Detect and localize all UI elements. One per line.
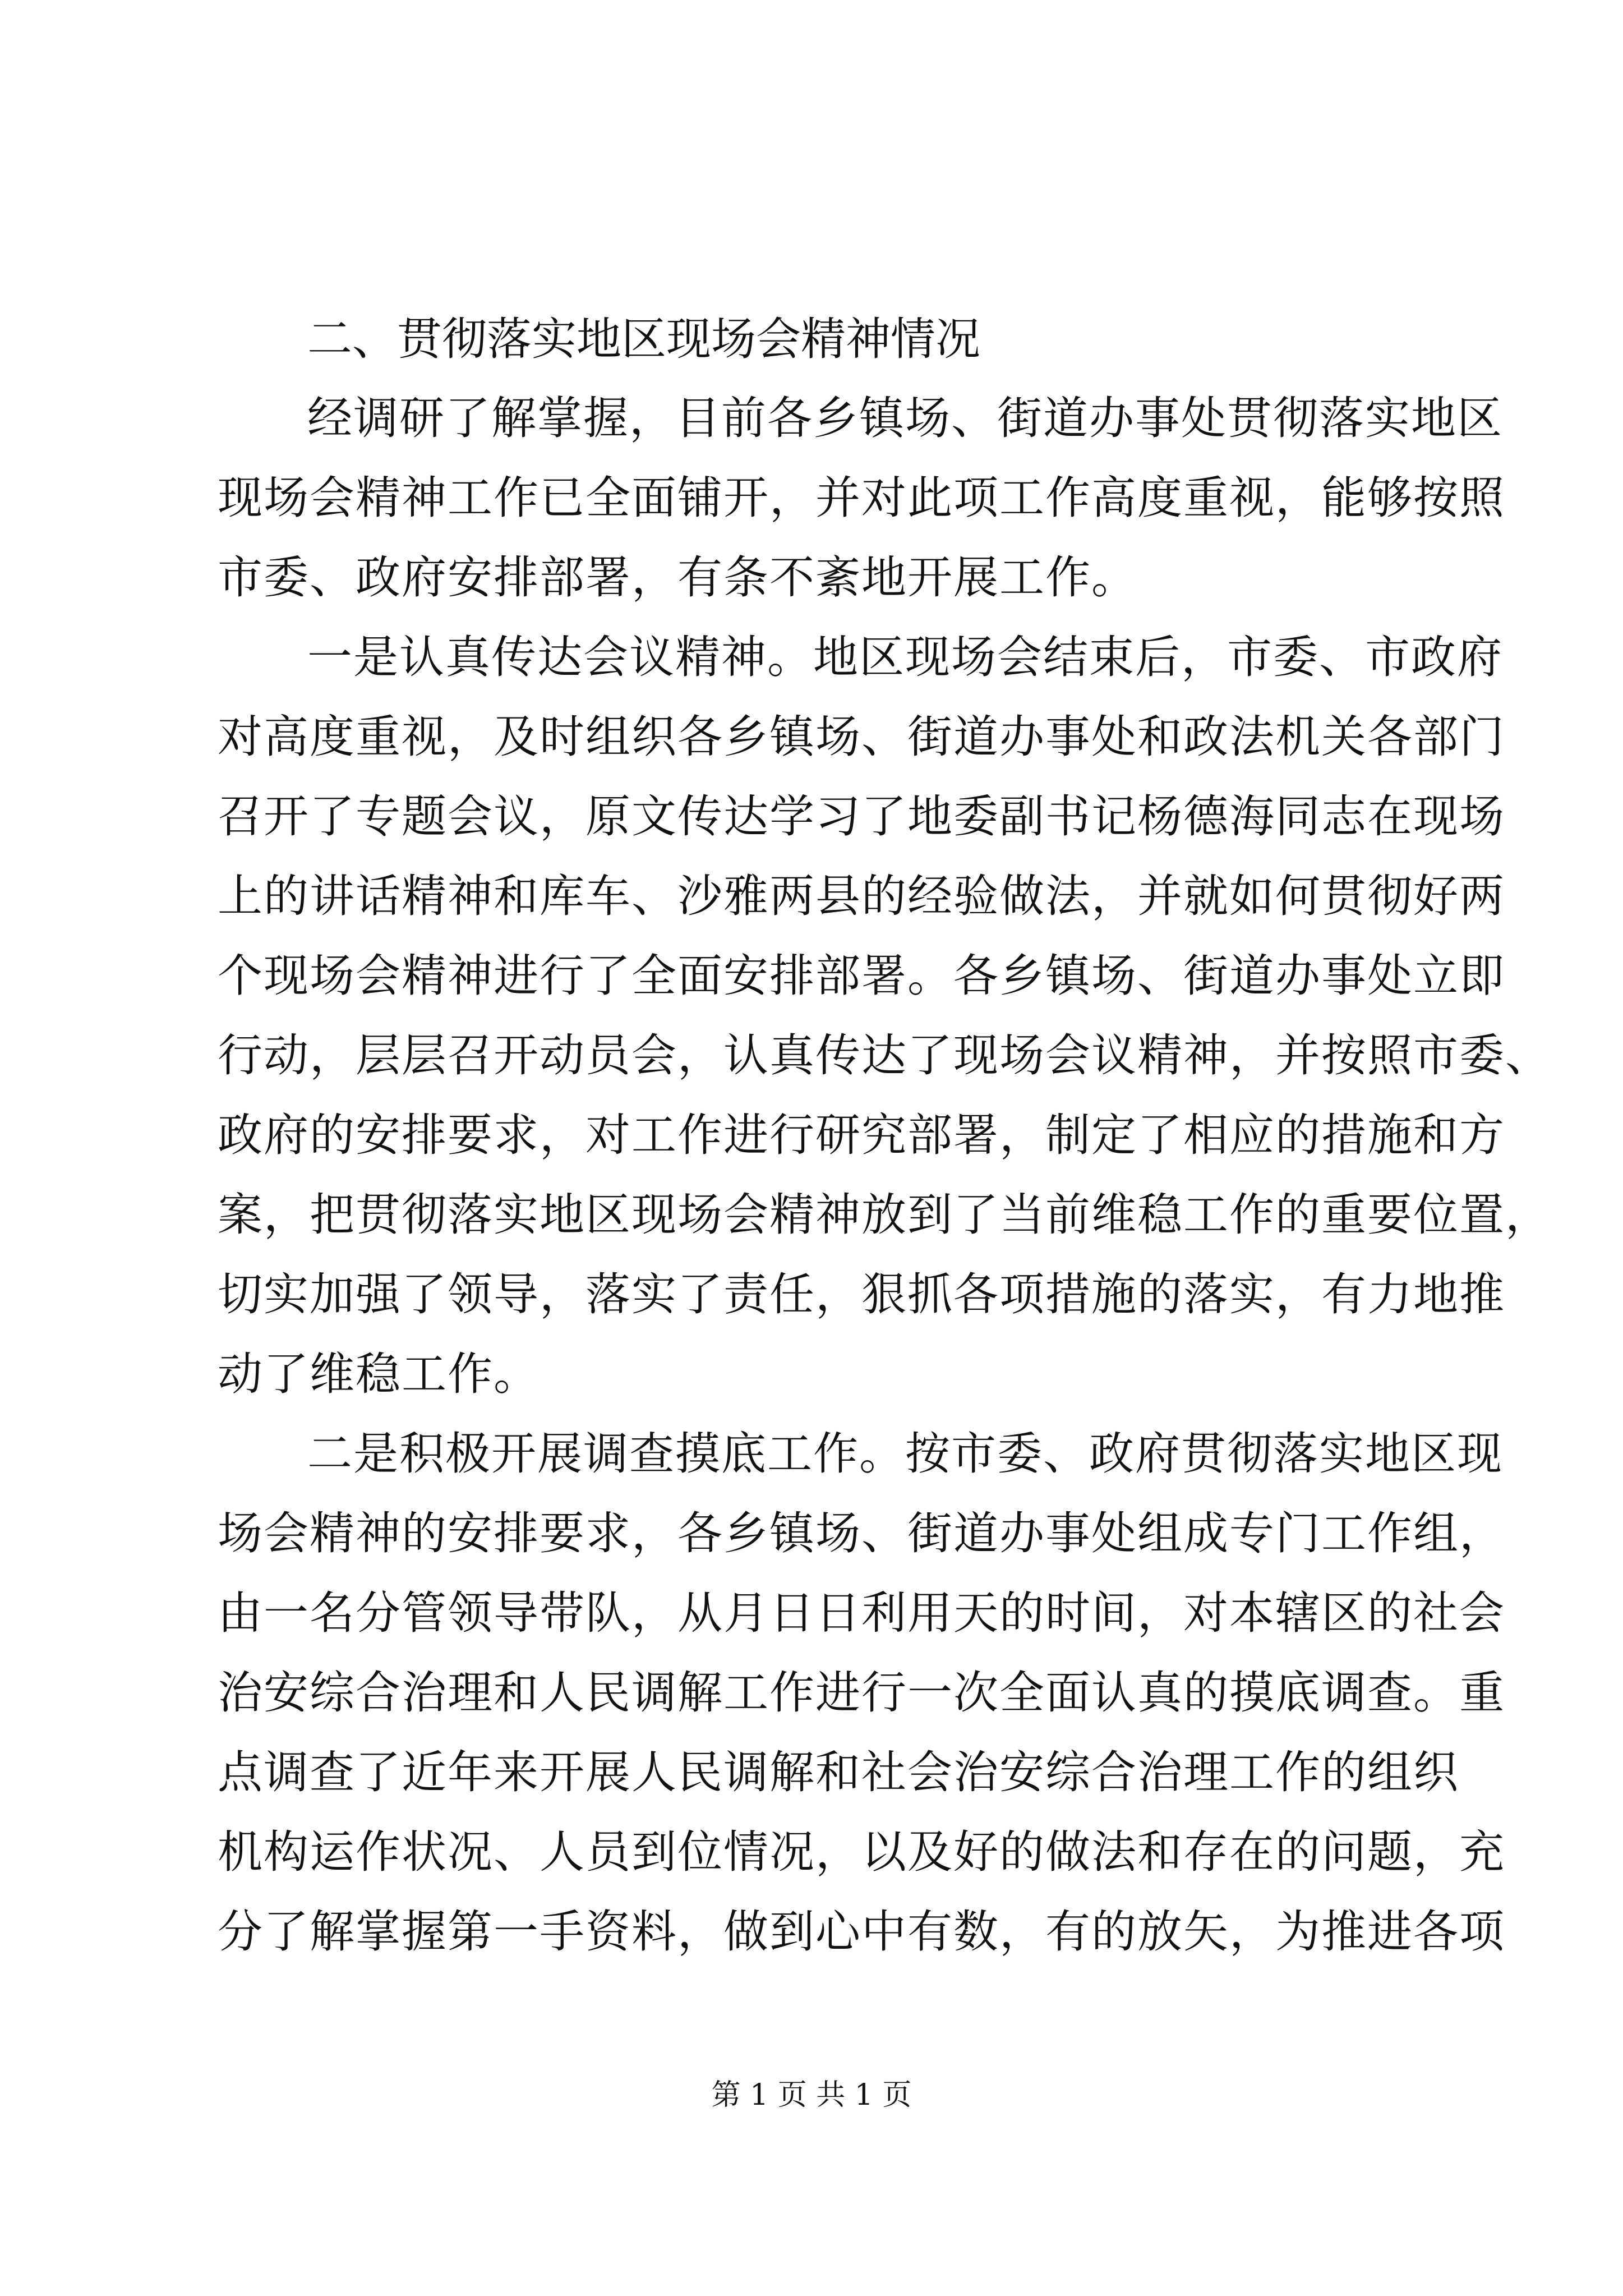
text-line: 一是认真传达会议精神。地区现场会结束后，市委、市政府 xyxy=(307,631,1503,683)
paragraph xyxy=(218,379,1505,618)
section-heading xyxy=(218,300,1407,379)
text-line: 个现场会精神进行了全面安排部署。各乡镇场、街道办事处立即 xyxy=(218,950,1505,1002)
text-line: 现场会精神工作已全面铺开，并对此项工作高度重视，能够按照 xyxy=(218,472,1505,524)
text-line: 经调研了解掌握，目前各乡镇场、街道办事处贯彻落实地区 xyxy=(307,392,1503,444)
text-line: 上的讲话精神和库车、沙雅两县的经验做法，并就如何贯彻好两 xyxy=(218,870,1505,922)
text-line: 治安综合治理和人民调解工作进行一次全面认真的摸底调查。重 xyxy=(218,1667,1505,1719)
paragraph-list xyxy=(218,379,1551,1972)
text-line: 动了维稳工作。 xyxy=(218,1348,540,1400)
text-line: 行动，层层召开动员会，认真传达了现场会议精神，并按照市委、 xyxy=(218,1029,1551,1082)
text-line: 点调查了近年来开展人民调解和社会治安综合治理工作的组织 xyxy=(218,1746,1459,1798)
document-body xyxy=(218,300,1551,1972)
text-line: 由一名分管领导带队，从月日日利用天的时间，对本辖区的社会 xyxy=(218,1587,1505,1639)
text-line: 分了解掌握第一手资料，做到心中有数，有的放矢，为推进各项 xyxy=(218,1906,1505,1958)
paragraph xyxy=(218,618,1551,1414)
text-line: 市委、政府安排部署，有条不紊地开展工作。 xyxy=(218,551,1137,604)
text-line: 对高度重视，及时组织各乡镇场、街道办事处和政法机关各部门 xyxy=(218,711,1505,763)
section-heading-text: 二、贯彻落实地区现场会精神情况 xyxy=(307,313,980,365)
paragraph xyxy=(218,1414,1505,1972)
text-line: 切实加强了领导，落实了责任，狠抓各项措施的落实，有力地推 xyxy=(218,1268,1505,1320)
page-number-label: 第 1 页 共 1 页 xyxy=(711,2078,912,2112)
text-line: 案，把贯彻落实地区现场会精神放到了当前维稳工作的重要位置， xyxy=(218,1189,1551,1241)
text-line: 政府的安排要求，对工作进行研究部署，制定了相应的措施和方 xyxy=(218,1109,1505,1161)
text-line: 场会精神的安排要求，各乡镇场、街道办事处组成专门工作组， xyxy=(218,1507,1505,1559)
text-line: 二是积极开展调查摸底工作。按市委、政府贯彻落实地区现 xyxy=(307,1428,1503,1480)
text-line: 机构运作状况、人员到位情况，以及好的做法和存在的问题，充 xyxy=(218,1826,1505,1878)
page-footer xyxy=(0,2076,1623,2115)
text-line: 召开了专题会议，原文传达学习了地委副书记杨德海同志在现场 xyxy=(218,790,1505,843)
